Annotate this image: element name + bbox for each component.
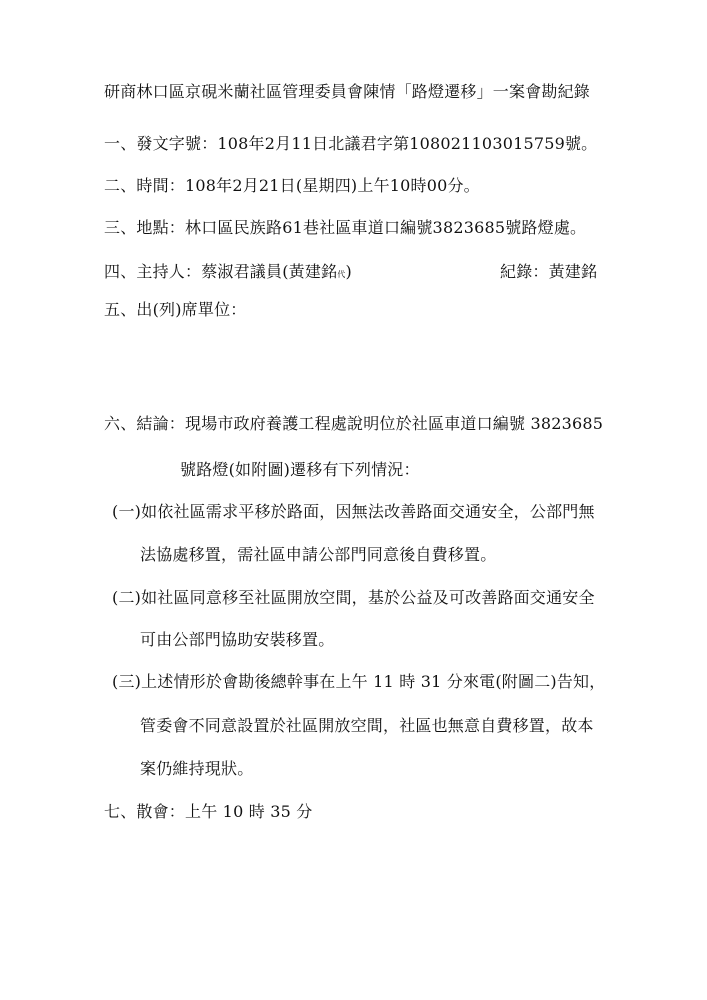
case-3-line-3: 案仍維持現狀。 [140, 759, 254, 778]
location-line: 三、地點：林口區民族路61巷社區車道口編號3823685號路燈處。 [104, 218, 587, 237]
conclusion-line-2: 號路燈(如附圖)遷移有下列情況： [180, 460, 420, 479]
conclusion-line-1: 六、結論：現場市政府養護工程處說明位於社區車道口編號 3823685 [104, 414, 604, 433]
time-line: 二、時間：108年2月21日(星期四)上午10時00分。 [104, 176, 480, 195]
case-1-line-1: (一)如依社區需求平移於路面，因無法改善路面交通安全，公部門無 [112, 502, 595, 521]
adjourn-line: 七、散會：上午 10 時 35 分 [104, 802, 313, 821]
attendees-line: 五、出(列)席單位： [104, 300, 247, 319]
case-2-line-2: 可由公部門協助安裝移置。 [140, 630, 335, 649]
document-title: 研商林口區京硯米蘭社區管理委員會陳情「路燈遷移」一案會勘紀錄 [104, 82, 591, 101]
recorder-line: 紀錄：黃建銘 [500, 262, 598, 281]
case-1-line-2: 法協處移置，需社區申請公部門同意後自費移置。 [140, 545, 497, 564]
case-2-line-1: (二)如社區同意移至社區開放空間，基於公益及可改善路面交通安全 [112, 588, 595, 607]
host-line [104, 262, 352, 285]
doc-number-line: 一、發文字號：108年2月11日北議君字第108021103015759號。 [104, 134, 598, 153]
host-small-mark: 代 [337, 270, 346, 279]
host-suffix: ) [345, 262, 352, 281]
case-3-line-2: 管委會不同意設置於社區開放空間，社區也無意自費移置，故本 [140, 716, 594, 735]
host-prefix: 四、主持人：蔡淑君議員(黃建銘 [104, 262, 338, 281]
case-3-line-1: (三)上述情形於會勘後總幹事在上午 11 時 31 分來電(附圖二)告知， [112, 672, 606, 691]
